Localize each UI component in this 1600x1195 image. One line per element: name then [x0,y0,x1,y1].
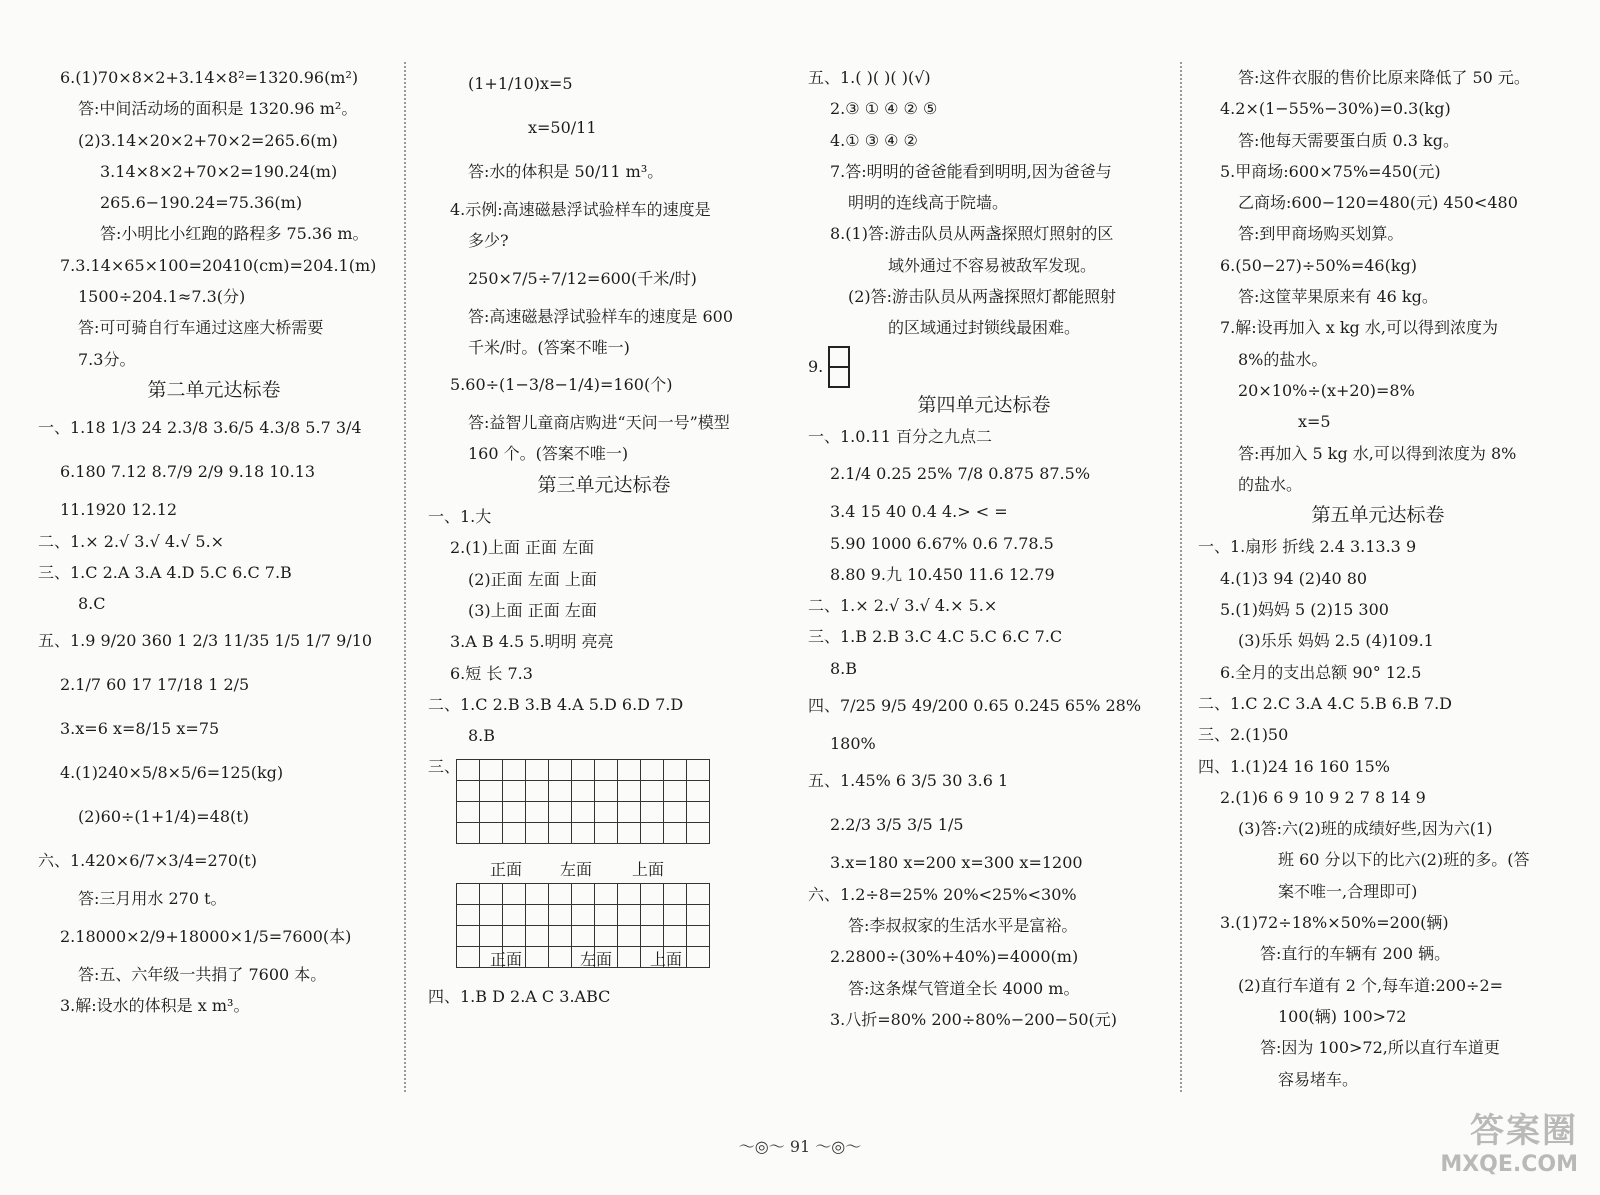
answer-line: 8.80 9.九 10.450 11.6 12.79 [830,564,1055,584]
answer-line: 答:中间活动场的面积是 1320.96 m²。 [78,99,358,119]
grid-cell [549,781,572,802]
grid-cell [664,823,687,844]
answer-line: 5.60÷(1−3/8−1/4)=160(个) [450,375,673,395]
cube-figure [828,346,850,388]
answer-line: 2.③ ① ④ ② ⑤ [830,99,938,119]
answer-line: 答:再加入 5 kg 水,可以得到浓度为 8% [1238,443,1517,463]
grid-cell [503,884,526,905]
answer-line: 4.(1)3 94 (2)40 80 [1220,568,1368,588]
column-2 [428,62,780,1013]
answer-line: 六、1.420×6/7×3/4=270(t) [38,851,257,871]
answer-line: 5.90 1000 6.67% 0.6 7.78.5 [830,533,1054,553]
answer-line: 二、1.C 2.C 3.A 4.C 5.B 6.B 7.D [1198,693,1453,713]
answer-line: 答:这筐苹果原来有 46 kg。 [1238,287,1438,307]
answer-line: 答:直行的车辆有 200 辆。 [1260,944,1451,964]
answer-line: 3.x=6 x=8/15 x=75 [60,719,220,739]
grid-cell [480,884,503,905]
answer-line: 1500÷204.1≈7.3(分) [78,287,246,307]
cube-square-icon [828,366,850,388]
grid-cell [641,760,664,781]
column-2-lines [428,62,780,751]
grid-cell [457,802,480,823]
answer-line: 明明的连线高于院墙。 [848,193,1009,213]
grid-label: 左面 [580,950,613,970]
grid-cell [618,823,641,844]
grid-cell [664,802,687,823]
answer-line: 二、1.× 2.√ 3.√ 4.× 5.× [808,596,998,616]
answer-line: 答:这条煤气管道全长 4000 m。 [848,978,1080,998]
answer-line: 3.八折=80% 200÷80%−200−50(元) [830,1009,1118,1029]
section-title: 第二单元达标卷 [147,378,281,401]
answer-line: 一、1.扇形 折线 2.4 3.13.3 9 [1198,537,1417,557]
answer-line: 答:小明比小红跑的路程多 75.36 m。 [100,224,369,244]
answer-line: 三、1.B 2.B 3.C 4.C 5.C 6.C 7.C [808,627,1063,647]
grid-cell [572,760,595,781]
grid-label: 上面 [632,860,665,880]
answer-line: 100(辆) 100>72 [1278,1006,1407,1026]
grid-cell [503,781,526,802]
grid-cell [572,823,595,844]
answer-line: 答:水的体积是 50/11 m³。 [468,162,664,181]
answer-line: 2.2/3 3/5 3/5 1/5 [830,815,964,835]
section-label: 三、 [428,757,461,777]
answer-line: (3)答:六(2)班的成绩好些,因为六(1) [1238,819,1493,839]
answer-line: 班 60 分以下的比六(2)班的多。(答 [1278,850,1530,870]
grid-cell [618,884,641,905]
answer-line: 160 个。(答案不唯一) [468,444,629,464]
answer-line: 2.1/4 0.25 25% 7/8 0.875 87.5% [830,464,1091,484]
grid-cell [664,781,687,802]
column-3-lines [808,62,1160,344]
section-title: 第三单元达标卷 [537,473,671,496]
column-4 [1198,62,1558,1095]
answer-line: 6.短 长 7.3 [450,663,533,683]
grid-cell [618,905,641,926]
answer-line: 四、1.(1)24 16 160 15% [1198,756,1391,776]
answer-line: (1+1/10)x=5 [468,74,573,93]
grid-cell [526,760,549,781]
answer-line: 6.全月的支出总额 90° 12.5 [1220,662,1422,682]
answer-line: 6.180 7.12 8.7/9 2/9 9.18 10.13 [60,462,316,482]
answer-line: (2)3.14×20×2+70×2=265.6(m) [78,130,338,150]
grid-cell [595,926,618,947]
answer-line: 11.1920 12.12 [60,500,178,520]
grid-cell [480,905,503,926]
answer-line: 答:可可骑自行车通过这座大桥需要 [78,318,324,338]
grid-cell [641,926,664,947]
answer-line: 8.C [78,594,106,614]
page-number: 91 [789,1137,811,1156]
answer-line: 答:因为 100>72,所以直行车道更 [1260,1038,1500,1058]
column-1 [38,62,390,1021]
cube-square-icon [828,346,850,368]
answer-line: 8.(1)答:游击队员从两盏探照灯照射的区 [830,224,1114,244]
grid-cell [641,905,664,926]
answer-line: 7.答:明明的爸爸能看到明明,因为爸爸与 [830,161,1112,181]
answer-line: 7.解:设再加入 x kg 水,可以得到浓度为 [1220,318,1498,338]
answer-line: x=5 [1298,412,1331,432]
grid-label: 上面 [650,950,683,970]
answer-line: 5.甲商场:600×75%=450(元) [1220,161,1441,181]
answer-line: 6.(1)70×8×2+3.14×8²=1320.96(m²) [60,68,359,87]
grid-cell [618,802,641,823]
grid-cell [641,802,664,823]
grid-top [456,759,710,844]
grid-cell [687,802,710,823]
grid-label: 正面 [490,860,523,880]
column-divider [1180,62,1192,1092]
answer-line: 的盐水。 [1238,474,1303,494]
answer-line: 容易堵车。 [1278,1069,1359,1089]
answer-line: 案不唯一,合理即可) [1278,881,1418,901]
grid-cell [595,760,618,781]
answer-line: 3.解:设水的体积是 x m³。 [60,996,250,1016]
answer-line: 2.(1)6 6 9 10 9 2 7 8 14 9 [1220,787,1426,807]
answer-line: 一、1.18 1/3 24 2.3/8 3.6/5 4.3/8 5.7 3/4 [38,418,362,438]
watermark [1440,1103,1578,1177]
answer-line: 180% [830,734,876,754]
grid-cell [687,884,710,905]
answer-line: 8.B [468,726,496,746]
answer-line: 答:高速磁悬浮试验样车的速度是 600 [468,306,734,326]
grid-cell [480,781,503,802]
answer-line: 2.2800÷(30%+40%)=4000(m) [830,947,1079,967]
grid-cell [457,760,480,781]
answer-line: 4.示例:高速磁悬浮试验样车的速度是 [450,200,711,219]
grid-cell [480,926,503,947]
answer-line: 2.(1)上面 正面 左面 [450,538,595,558]
grid-cell [618,760,641,781]
answer-line: 多少? [468,231,509,251]
grid-labels-bottom [456,947,736,973]
grid-cell [549,760,572,781]
answer-line: x=50/11 [528,118,597,137]
grid-section [428,751,780,947]
grid-label: 正面 [490,950,523,970]
answer-line: 二、1.× 2.√ 3.√ 4.√ 5.× [38,531,225,551]
answer-line: 域外通过不容易被敌军发现。 [888,255,1097,275]
grid-cell [687,823,710,844]
grid-cell [457,781,480,802]
grid-cell [641,823,664,844]
answer-line: 4.(1)240×5/8×5/6=125(kg) [60,763,284,783]
answer-line: 五、1.9 9/20 360 1 2/3 11/35 1/5 1/7 9/10 [38,631,373,651]
grid-cell [618,926,641,947]
answer-line: 8%的盐水。 [1238,349,1328,369]
grid-cell [503,760,526,781]
answer-line: 2.1/7 60 17 17/18 1 2/5 [60,675,250,695]
watermark-url: MXQE.COM [1440,1152,1578,1177]
answer-line: 250×7/5÷7/12=600(千米/时) [468,268,697,288]
answer-line: 3.(1)72÷18%×50%=200(辆) [1220,913,1449,933]
grid-cell [549,823,572,844]
answer-line: 答:三月用水 270 t。 [78,889,227,909]
grid-cell [664,760,687,781]
grid-cell [549,926,572,947]
answer-line: 三、2.(1)50 [1198,725,1289,745]
answer-line: 一、1.0.11 百分之九点二 [808,426,992,446]
answer-line: (2)直行车道有 2 个,每车道:200÷2= [1238,975,1504,995]
grid-cell [480,802,503,823]
grid-cell [664,884,687,905]
grid-cell [595,781,618,802]
grid-cell [503,905,526,926]
grid-cell [457,905,480,926]
answer-line: 五、1.45% 6 3/5 30 3.6 1 [808,771,1009,791]
grid-cell [503,926,526,947]
grid-cell [526,802,549,823]
answer-line: 2.18000×2/9+18000×1/5=7600(本) [60,926,352,946]
column-divider [404,62,416,1092]
answer-line: 4.2×(1−55%−30%)=0.3(kg) [1220,99,1451,119]
answer-line: (3)上面 正面 左面 [468,600,597,620]
grid-cell [549,884,572,905]
grid-cell [572,905,595,926]
grid-cell [572,781,595,802]
answer-line: (2)正面 左面 上面 [468,569,597,589]
grid-cell [572,884,595,905]
answer-line: 乙商场:600−120=480(元) 450<480 [1238,193,1518,213]
grid-cell [687,905,710,926]
grid-cell [595,823,618,844]
answer-line: 五、1.( )( )( )(√) [808,68,931,87]
grid-cell [526,823,549,844]
grid-cell [457,823,480,844]
answer-line: (2)60÷(1+1/4)=48(t) [78,807,249,827]
answer-line: (2)答:游击队员从两盏探照灯都能照射 [848,287,1117,307]
answer-line: 答:这件衣服的售价比原来降低了 50 元。 [1238,68,1530,87]
answer-line: 7.3分。 [78,349,136,369]
page-footer: 〜◎〜 91 〜◎〜 [738,1137,862,1156]
answer-line: 4.① ③ ④ ② [830,130,918,150]
section-title: 第五单元达标卷 [1311,504,1445,527]
answer-line: 265.6−190.24=75.36(m) [100,193,303,213]
answer-line: 三、1.C 2.A 3.A 4.D 5.C 6.C 7.B [38,562,292,582]
answer-line: 6.(50−27)÷50%=46(kg) [1220,255,1418,275]
answer-line: 3.4 15 40 0.4 4.> < = [830,502,1008,522]
answer-line: (3)乐乐 妈妈 2.5 (4)109.1 [1238,631,1434,651]
grid-cell [526,926,549,947]
answer-line: 六、1.2÷8=25% 20%<25%<30% [808,884,1077,904]
grid-label: 左面 [560,860,593,880]
answer-line: 3.A B 4.5 5.明明 亮亮 [450,632,614,652]
grid-cell [595,802,618,823]
answer-line: 四、7/25 9/5 49/200 0.65 0.245 65% 28% [808,696,1142,716]
item-9 [808,344,1160,390]
grid-cell [595,905,618,926]
answer-line: 8.B [830,658,858,678]
answer-line: 的区域通过封锁线最困难。 [888,318,1081,338]
grid-cell [549,905,572,926]
grid-cell [618,781,641,802]
grid-cell [549,802,572,823]
answer-line: 一、1.大 [428,507,492,527]
grid-cell [480,823,503,844]
grid-cell [526,905,549,926]
answer-line: 答:益智儿童商店购进“天问一号”模型 [468,413,730,433]
column-3-lines-b [808,390,1160,1035]
answer-line: 7.3.14×65×100=20410(cm)=204.1(m) [60,255,377,275]
grid-cell [457,884,480,905]
answer-line: 3.x=180 x=200 x=300 x=1200 [830,853,1083,873]
answer-line: 千米/时。(答案不唯一) [468,337,630,357]
grid-cell [595,884,618,905]
grid-cell [687,760,710,781]
grid-cell [480,760,503,781]
grid-cell [687,781,710,802]
answer-line: 答:李叔叔家的生活水平是富裕。 [848,915,1078,935]
column-3 [808,62,1160,1035]
grid-cell [641,884,664,905]
answer-line: 答:五、六年级一共捐了 7600 本。 [78,964,327,984]
grid-cell [526,884,549,905]
grid-cell [457,926,480,947]
grid-cell [503,823,526,844]
answer-line: 答:到甲商场购买划算。 [1238,224,1404,244]
grid-cell [664,926,687,947]
answer-line: 二、1.C 2.B 3.B 4.A 5.D 6.D 7.D [428,694,684,714]
grid-cell [526,781,549,802]
answer-line: 答:他每天需要蛋白质 0.3 kg。 [1238,130,1459,150]
watermark-logo-text: 答案圈 [1470,1111,1578,1151]
grid-cell [641,781,664,802]
section-title: 第四单元达标卷 [917,393,1051,416]
answer-line: 20×10%÷(x+20)=8% [1238,380,1415,400]
grid-cell [572,802,595,823]
answer-line: 3.14×8×2+70×2=190.24(m) [100,161,338,181]
answer-line: 5.(1)妈妈 5 (2)15 300 [1220,600,1389,620]
text-line: 四、1.B D 2.A C 3.ABC [428,987,611,1007]
grid-cell [503,802,526,823]
grid-cell [572,926,595,947]
item-9-label: 9. [808,356,824,376]
grid-cell [664,905,687,926]
grid-cell [687,926,710,947]
